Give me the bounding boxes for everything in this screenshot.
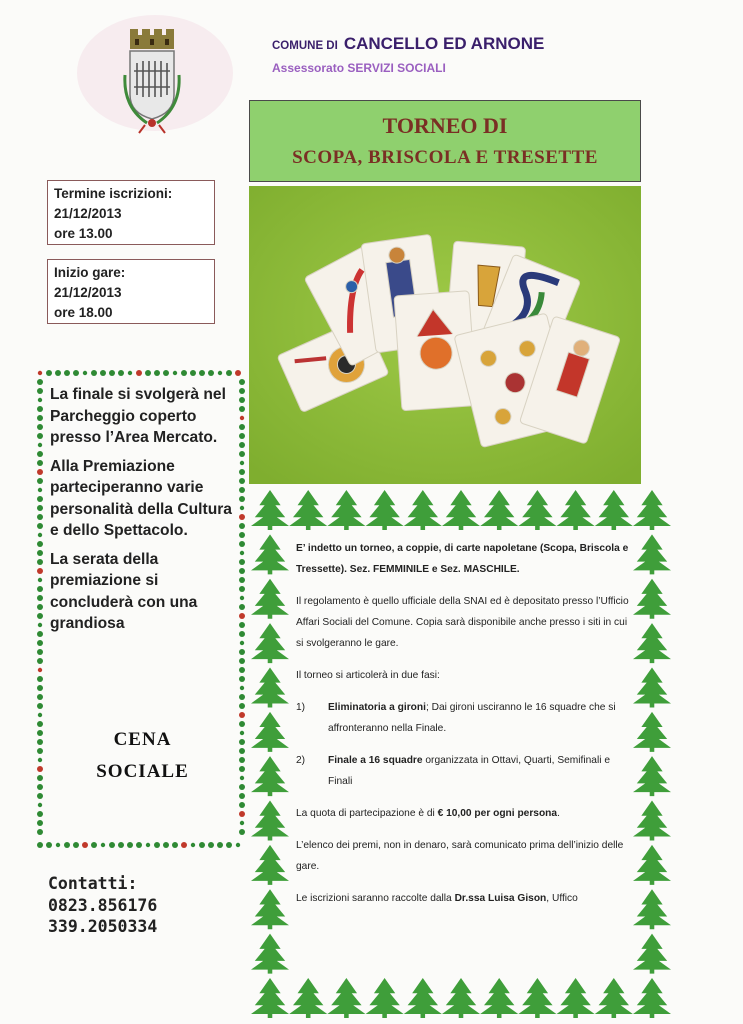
holly-dot xyxy=(239,667,245,673)
holly-dot xyxy=(239,712,245,718)
holly-dot xyxy=(154,842,160,848)
fase-2-text: organizzata in Ottavi, Quarti, Semifinali e Finali xyxy=(328,755,610,787)
holly-dot xyxy=(239,496,245,502)
christmas-tree-icon xyxy=(251,934,289,974)
playing-cards-photo xyxy=(249,186,641,484)
holly-dot xyxy=(109,842,115,848)
holly-dot xyxy=(240,731,244,735)
christmas-tree-icon xyxy=(557,490,595,530)
holly-dot xyxy=(208,842,214,848)
holly-dot xyxy=(239,766,245,772)
holly-dot xyxy=(239,694,245,700)
title-banner xyxy=(249,100,641,182)
holly-dot xyxy=(239,577,245,583)
holly-dot xyxy=(37,379,43,385)
fase-1-text: ; Dai gironi usciranno le 16 squadre che si affronteranno nella Finale. xyxy=(328,702,616,734)
holly-dot xyxy=(208,370,214,376)
holly-dot xyxy=(136,842,142,848)
christmas-tree-icon xyxy=(633,889,671,929)
cena-line-1: CENA xyxy=(113,729,172,750)
holly-dot xyxy=(239,658,245,664)
holly-dot xyxy=(239,397,245,403)
holly-dot xyxy=(37,793,43,799)
quota-text: La quota di partecipazione è di xyxy=(296,808,438,819)
holly-dot xyxy=(199,842,205,848)
christmas-tree-icon xyxy=(251,623,289,663)
holly-dot xyxy=(91,842,97,848)
christmas-tree-icon xyxy=(595,978,633,1018)
christmas-tree-icon xyxy=(633,801,671,841)
holly-dot xyxy=(239,703,245,709)
holly-dot xyxy=(37,775,43,781)
phone-2: 339.2050334 xyxy=(48,917,158,936)
holly-dot xyxy=(91,370,97,376)
holly-dot xyxy=(236,843,240,847)
holly-dot xyxy=(38,713,42,717)
comune-name: CANCELLO ED ARNONE xyxy=(343,34,545,53)
holly-dot xyxy=(239,532,245,538)
title-line-1: TORNEO DI xyxy=(382,113,508,138)
holly-dot xyxy=(239,406,245,412)
holly-dot xyxy=(46,370,52,376)
holly-dot xyxy=(82,842,88,848)
holly-dot xyxy=(136,370,142,376)
holly-dot xyxy=(146,843,150,847)
holly-dot xyxy=(154,370,160,376)
intro-paragraph: E’ indetto un torneo, a coppie, di carte napoletane (Scopa, Briscola e Tressette). Sez. FEMMINILE e Sez. MASCHILE. xyxy=(296,543,629,575)
holly-dot xyxy=(37,820,43,826)
holly-dot xyxy=(37,748,43,754)
holly-dot xyxy=(73,370,79,376)
holly-dot xyxy=(38,488,42,492)
holly-dot xyxy=(239,478,245,484)
holly-dot xyxy=(239,469,245,475)
holly-dot xyxy=(56,843,60,847)
christmas-tree-icon xyxy=(442,490,480,530)
holly-dot xyxy=(37,550,43,556)
holly-dot xyxy=(239,613,245,619)
termine-iscrizioni-box xyxy=(47,180,215,245)
holly-dot xyxy=(240,596,244,600)
holly-dot xyxy=(37,604,43,610)
holly-dot xyxy=(217,842,223,848)
holly-dot xyxy=(37,505,43,511)
termine-label: Termine iscrizioni: xyxy=(54,186,173,201)
holly-dot xyxy=(118,842,124,848)
holly-dot xyxy=(38,371,42,375)
holly-dot xyxy=(163,842,169,848)
holly-dot xyxy=(240,821,244,825)
holly-dot xyxy=(37,721,43,727)
holly-dot xyxy=(46,842,52,848)
christmas-tree-icon xyxy=(327,978,365,1018)
holly-dot xyxy=(38,668,42,672)
holly-dot xyxy=(37,586,43,592)
holly-dot xyxy=(100,370,106,376)
holly-dot xyxy=(37,595,43,601)
title-line-2: SCOPA, BRISCOLA E TRESETTE xyxy=(292,147,598,168)
contacts-label: Contatti: xyxy=(48,874,138,893)
holly-dot xyxy=(239,793,245,799)
holly-dot xyxy=(37,433,43,439)
fase-1-title: Eliminatoria a gironi xyxy=(328,702,426,713)
holly-dot xyxy=(37,842,43,848)
holly-dot xyxy=(37,415,43,421)
christmas-tree-icon xyxy=(442,978,480,1018)
holly-dot xyxy=(37,631,43,637)
christmas-tree-icon xyxy=(327,490,365,530)
holly-dot xyxy=(226,370,232,376)
holly-dot xyxy=(37,568,43,574)
holly-dot xyxy=(37,469,43,475)
christmas-tree-icon xyxy=(480,978,518,1018)
holly-dot xyxy=(239,433,245,439)
holly-dot xyxy=(239,811,245,817)
holly-dot xyxy=(37,406,43,412)
quota-paragraph xyxy=(296,803,634,824)
holly-dot xyxy=(38,443,42,447)
holly-dot xyxy=(37,658,43,664)
holly-dot xyxy=(191,843,195,847)
holly-dot xyxy=(38,758,42,762)
holly-dot xyxy=(239,631,245,637)
christmas-tree-icon xyxy=(251,534,289,574)
christmas-tree-icon xyxy=(595,490,633,530)
christmas-tree-icon xyxy=(404,978,442,1018)
holly-dot xyxy=(240,416,244,420)
christmas-tree-icon xyxy=(633,534,671,574)
holly-dot xyxy=(240,641,244,645)
christmas-tree-icon xyxy=(633,845,671,885)
holly-dot xyxy=(37,640,43,646)
regolamento-paragraph: Il regolamento è quello ufficiale della SNAI ed è depositato presso l’Ufficio Affari Sociali del Comune. Copia sarà disponibile anche presso i siti in cui si svolgeranno le gare. xyxy=(296,596,629,649)
holly-dot xyxy=(239,622,245,628)
holly-dot xyxy=(37,676,43,682)
termine-date: 21/12/2013 xyxy=(54,206,122,221)
christmas-tree-icon xyxy=(251,756,289,796)
holly-dot xyxy=(239,829,245,835)
quota-end: . xyxy=(557,808,560,819)
premiazione-guests: Alla Premiazione parteciperanno varie personalità della Cultura e dello Spettacolo. xyxy=(50,457,232,539)
comune-prefix: COMUNE DI xyxy=(272,40,338,52)
holly-dot xyxy=(240,776,244,780)
contacts xyxy=(48,873,157,938)
christmas-tree-icon xyxy=(633,712,671,752)
christmas-tree-icon xyxy=(251,579,289,619)
fase-2-number: 2) xyxy=(296,755,306,766)
christmas-tree-icon xyxy=(633,623,671,663)
christmas-tree-icon xyxy=(633,667,671,707)
christmas-tree-icon xyxy=(251,889,289,929)
holly-dot xyxy=(173,371,177,375)
christmas-tree-icon xyxy=(633,978,671,1018)
cena-sociale xyxy=(50,724,235,788)
holly-dot xyxy=(239,379,245,385)
christmas-tree-icon xyxy=(251,845,289,885)
christmas-tree-icon xyxy=(289,490,327,530)
fasi-intro: Il torneo si articolerà in due fasi: xyxy=(296,670,440,681)
holly-dot xyxy=(37,523,43,529)
holly-dot xyxy=(37,451,43,457)
christmas-tree-icon xyxy=(518,978,556,1018)
holly-dot xyxy=(239,676,245,682)
holly-dot xyxy=(239,424,245,430)
termine-time: ore 13.00 xyxy=(54,226,113,241)
holly-dot xyxy=(37,388,43,394)
christmas-tree-icon xyxy=(480,490,518,530)
holly-dot xyxy=(172,842,178,848)
holly-dot xyxy=(55,370,61,376)
inizio-label: Inizio gare: xyxy=(54,265,126,280)
holly-dot xyxy=(37,478,43,484)
holly-dot xyxy=(240,461,244,465)
holly-dot xyxy=(240,686,244,690)
cena-line-2: SOCIALE xyxy=(96,761,189,782)
holly-dot xyxy=(37,649,43,655)
christmas-tree-icon xyxy=(518,490,556,530)
christmas-tree-icon xyxy=(289,978,327,1018)
holly-dot xyxy=(239,451,245,457)
holly-dot xyxy=(118,370,124,376)
holly-dot xyxy=(37,559,43,565)
holly-dot xyxy=(239,523,245,529)
holly-dot xyxy=(239,487,245,493)
holly-dot xyxy=(109,370,115,376)
holly-dot xyxy=(38,623,42,627)
holly-dot xyxy=(240,506,244,510)
holly-dot xyxy=(199,370,205,376)
holly-dot xyxy=(37,784,43,790)
holly-dot xyxy=(181,842,187,848)
holly-dot xyxy=(239,802,245,808)
holly-dot xyxy=(239,757,245,763)
holly-dot xyxy=(37,514,43,520)
holly-dot xyxy=(239,649,245,655)
holly-dot xyxy=(64,370,70,376)
holly-dot xyxy=(38,533,42,537)
finale-location: La finale si svolgerà nel Parcheggio coperto presso l’Area Mercato. xyxy=(50,386,226,446)
christmas-tree-icon xyxy=(633,756,671,796)
holly-dot xyxy=(239,442,245,448)
iscrizioni-text: Le iscrizioni saranno raccolte dalla xyxy=(296,893,455,904)
assessorato-label: Assessorato SERVIZI SOCIALI xyxy=(272,61,446,75)
holly-dot xyxy=(64,842,70,848)
fase-1-number: 1) xyxy=(296,702,306,713)
holly-dot xyxy=(38,578,42,582)
iscrizioni-end: , Uffico xyxy=(546,893,578,904)
iscrizioni-paragraph xyxy=(296,888,634,909)
christmas-tree-icon xyxy=(366,490,404,530)
christmas-tree-icon xyxy=(366,978,404,1018)
holly-dot xyxy=(37,460,43,466)
christmas-tree-icon xyxy=(251,712,289,752)
christmas-tree-icon xyxy=(251,801,289,841)
holly-dot xyxy=(145,370,151,376)
holly-dot xyxy=(239,568,245,574)
christmas-tree-icon xyxy=(251,490,289,530)
holly-dot xyxy=(38,398,42,402)
holly-dot xyxy=(37,613,43,619)
holly-dot xyxy=(226,842,232,848)
christmas-tree-icon xyxy=(404,490,442,530)
iscrizioni-name: Dr.ssa Luisa Gison xyxy=(454,893,547,904)
christmas-tree-icon xyxy=(633,934,671,974)
fase-2-title: Finale a 16 squadre xyxy=(328,755,423,766)
holly-dot xyxy=(101,843,105,847)
quota-amount: € 10,00 per ogni persona xyxy=(437,808,558,819)
holly-dot xyxy=(38,803,42,807)
christmas-tree-icon xyxy=(557,978,595,1018)
serata-text: La serata della premiazione si concluderà con una grandiosa xyxy=(50,550,198,632)
holly-dot xyxy=(128,371,132,375)
inizio-time: ore 18.00 xyxy=(54,305,113,320)
christmas-tree-icon xyxy=(251,978,289,1018)
tournament-description xyxy=(296,538,634,920)
holly-dot xyxy=(37,685,43,691)
holly-dot xyxy=(37,424,43,430)
holly-dot xyxy=(218,371,222,375)
fase-1 xyxy=(296,697,634,739)
holly-dot xyxy=(190,370,196,376)
holly-dot xyxy=(240,551,244,555)
holly-dot xyxy=(73,842,79,848)
premi-paragraph: L’elenco dei premi, non in denaro, sarà comunicato prima dell’inizio delle gare. xyxy=(296,840,624,872)
holly-dot xyxy=(37,730,43,736)
inizio-gare-box xyxy=(47,259,215,324)
holly-dot xyxy=(239,604,245,610)
holly-dot xyxy=(235,370,241,376)
holly-dot xyxy=(37,703,43,709)
holly-dot xyxy=(181,370,187,376)
holly-dot xyxy=(239,559,245,565)
holly-dot xyxy=(37,811,43,817)
holly-dot xyxy=(239,388,245,394)
holly-dot xyxy=(127,842,133,848)
holly-dot xyxy=(37,541,43,547)
christmas-tree-icon xyxy=(633,490,671,530)
christmas-tree-icon xyxy=(251,667,289,707)
holly-dot xyxy=(163,370,169,376)
holly-dot xyxy=(239,586,245,592)
holly-dot xyxy=(37,766,43,772)
holly-dot xyxy=(239,748,245,754)
holly-dot xyxy=(37,496,43,502)
holly-dot xyxy=(239,721,245,727)
holly-dot xyxy=(83,371,87,375)
holly-dot xyxy=(239,541,245,547)
left-panel-text xyxy=(50,384,235,642)
holly-dot xyxy=(37,739,43,745)
holly-dot xyxy=(239,514,245,520)
holly-dot xyxy=(239,739,245,745)
christmas-tree-icon xyxy=(633,579,671,619)
municipal-coat-of-arms xyxy=(75,15,235,135)
inizio-date: 21/12/2013 xyxy=(54,285,122,300)
header-comune xyxy=(272,34,544,54)
holly-dot xyxy=(239,784,245,790)
phone-1: 0823.856176 xyxy=(48,895,158,915)
holly-dot xyxy=(37,694,43,700)
fase-2 xyxy=(296,750,634,792)
holly-dot xyxy=(37,829,43,835)
